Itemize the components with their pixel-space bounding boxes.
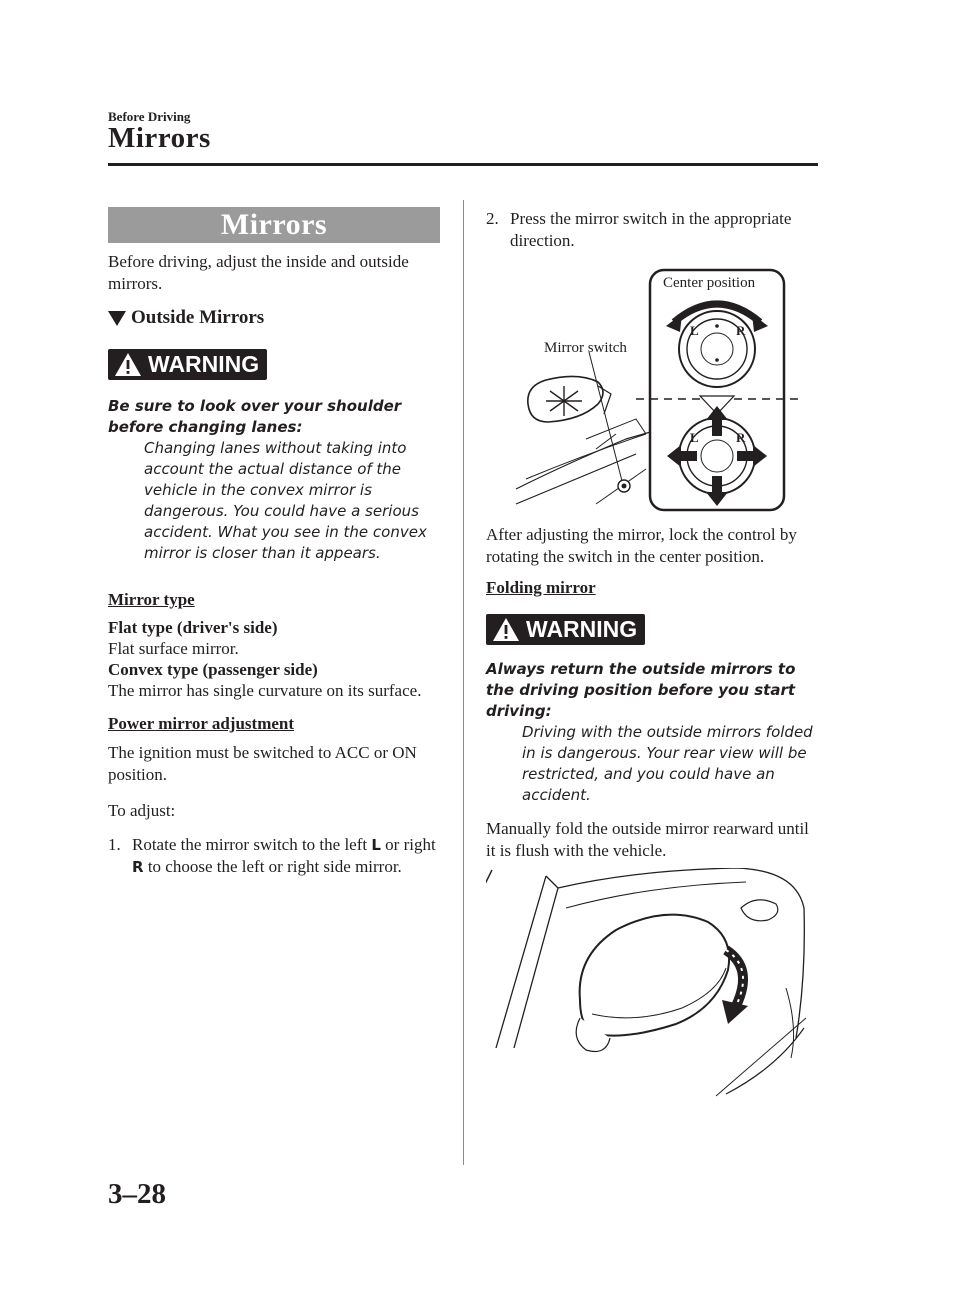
page-number: 3–28 (108, 1178, 166, 1210)
page-title: Mirrors (108, 122, 211, 154)
step-2-number: 2. (486, 209, 499, 228)
folding-mirror-heading: Folding mirror (486, 578, 596, 597)
folding-text: Manually fold the outside mirror rearward until it is flush with the vehicle. (486, 819, 809, 860)
folding-warning-heading: Always return the outside mirrors to the driving position before you start driving: (486, 660, 796, 720)
step-1-number: 1. (108, 835, 121, 854)
flat-type-label: Flat type (driver's side) (108, 618, 278, 637)
right-key-icon: R (132, 858, 144, 876)
warning-heading: Be sure to look over your shoulder before changing lanes: (108, 397, 402, 436)
warning-label: WARNING (148, 351, 260, 377)
warning-triangle-icon (114, 352, 142, 377)
step-1-text-a: Rotate the mirror switch to the left (132, 835, 368, 854)
right-column (486, 207, 818, 1100)
intro-text: Before driving, adjust the inside and outside mirrors. (108, 252, 409, 293)
center-position-label: Center position (663, 275, 756, 291)
header-rule (108, 163, 818, 166)
step-1-text-b: or right (385, 835, 436, 854)
folding-warning-body: Driving with the outside mirrors folded in is dangerous. Your rear view will be restricted, and you could have an accident. (522, 723, 813, 804)
step-2 (486, 208, 818, 252)
flat-type-desc: Flat surface mirror. (108, 639, 239, 658)
step-2-text: Press the mirror switch in the appropriate direction. (510, 209, 792, 250)
warning-triangle-icon (492, 617, 520, 642)
left-key-icon: L (371, 836, 381, 854)
mirror-switch-illustration (486, 264, 818, 516)
mirror-switch-label: Mirror switch (544, 340, 627, 356)
column-divider (463, 200, 464, 1165)
svg-text:R: R (736, 430, 746, 445)
svg-text:L: L (690, 430, 699, 445)
to-adjust-text: To adjust: (108, 801, 176, 820)
triangle-down-icon (108, 311, 126, 326)
folding-mirror-illustration (486, 868, 818, 1100)
step-1 (108, 834, 440, 878)
svg-text:R: R (736, 323, 746, 338)
subheading (108, 307, 440, 329)
subheading-text: Outside Mirrors (131, 307, 265, 328)
warning-body: Changing lanes without taking into account the actual distance of the vehicle in the convex mirror is dangerous. You could have a serious accident. What you see in the convex mirror is closer than it appears. (144, 439, 427, 562)
left-column (108, 207, 440, 878)
svg-text:L: L (690, 323, 699, 338)
warning-label-2: WARNING (526, 616, 638, 642)
section-label: Before Driving (108, 109, 191, 124)
mirror-type-heading: Mirror type (108, 590, 195, 609)
step-1-text-c: to choose the left or right side mirror. (147, 857, 402, 876)
warning-badge-2 (486, 614, 645, 645)
power-mirror-heading: Power mirror adjustment (108, 714, 295, 733)
section-banner: Mirrors (108, 207, 440, 243)
convex-type-desc: The mirror has single curvature on its surface. (108, 681, 422, 700)
warning-badge (108, 349, 267, 380)
ignition-text: The ignition must be switched to ACC or ON position. (108, 743, 417, 784)
after-adjust-text: After adjusting the mirror, lock the control by rotating the switch in the center position. (486, 525, 797, 566)
convex-type-label: Convex type (passenger side) (108, 660, 318, 679)
